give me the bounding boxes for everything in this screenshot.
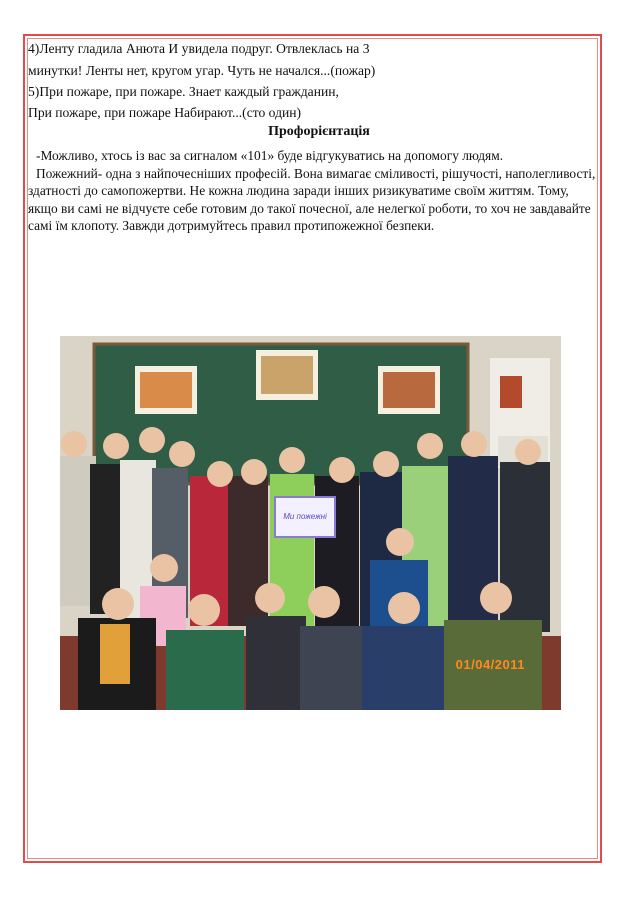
held-sign: Ми пожежні [274, 496, 336, 538]
class-photo [60, 336, 561, 710]
riddle-line-4: При пожаре, при пожаре Набирают...(сто один) [28, 105, 302, 120]
photo-date-stamp: 01/04/2011 [455, 657, 525, 672]
career-paragraph [28, 147, 596, 235]
riddle-line-2: минутки! Ленты нет, кругом угар. Чуть не начался...(пожар) [28, 63, 376, 78]
riddle-line-3: 5)При пожаре, при пожаре. Знает каждый гражданин, [28, 84, 339, 99]
riddle-line-1: 4)Ленту гладила Анюта И увидела подруг. Отвлеклась на 3 [28, 41, 370, 56]
paragraph-body: Пожежний- одна з найпочесніших професій. Вона вимагає сміливості, рішучості, наполегливості, здатності до самопожертви. Не кожна людина заради інших ризикуватиме своїм життям. Тому, якщо ви самі не відчуєте себе готовим до такої почесної, але нелегкої роботи, то хоч не завдавайте самі їм клопоту. Завжди дотримуйтесь правил протипожежної безпеки. [28, 165, 596, 233]
paragraph-line-1: -Можливо, хтось із вас за сигналом «101» буде відгукуватись на допомогу людям. [36, 148, 504, 163]
section-heading: Профорієнтація [268, 124, 370, 139]
